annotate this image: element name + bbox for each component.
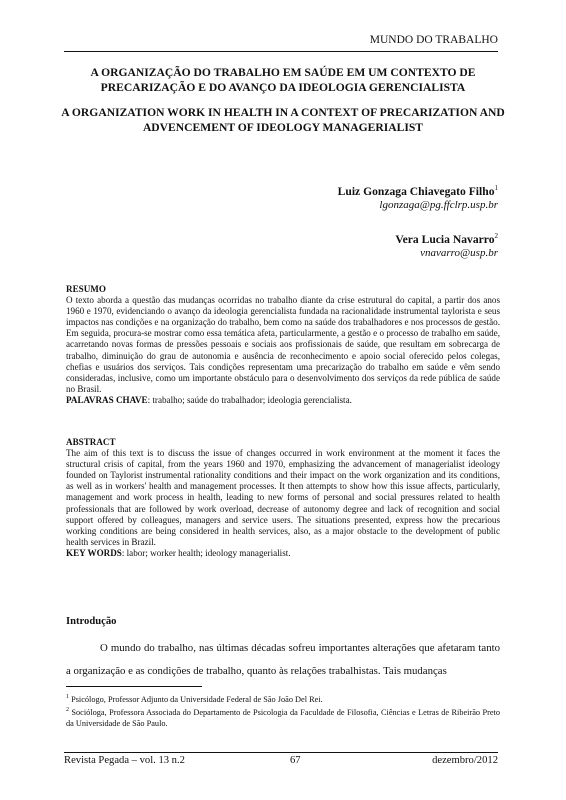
keywords-text: : trabalho; saúde do trabalhador; ideologia gerencialista.	[147, 394, 352, 405]
footnote-rule	[66, 686, 202, 687]
resumo-section	[66, 284, 500, 406]
footer-rule	[64, 752, 498, 753]
footnotes	[66, 692, 500, 729]
abstract-text: The aim of this text is to discuss the issue of changes occurred in work environment at the moment it faces the structural crisis of capital, from the years 1960 and 1970, emphasizing the advancement of managerialist ideology founded on Taylorist instrumental rationality conditions and their impact on the work organization and its conditions, as well as in workers' health and management processes. It then attempts to show how this issue affects, particularly, management and work process in health, leading to new forms of personal and social pressures related to health professionals that are followed by work overload, decrease of autonomy degree and lack of recognition and social support offered by colleagues, managers and service users. The situations presented, express how the precarious working conditions are being considered in health services, also, as a major obstacle to the development of public health services in Brazil.	[66, 448, 500, 547]
intro-paragraph: O mundo do trabalho, nas últimas décadas sofreu importantes alterações que afetaram tanto a organização e as condições de trabalho, quanto às relações trabalhistas. Tais mudanças	[66, 642, 500, 677]
title-english: A ORGANIZATION WORK IN HEALTH IN A CONTEXT OF PRECARIZATION AND ADVENCEMENT OF IDEOLOGY MANAGERIALIST	[61, 106, 505, 134]
abstract-heading: ABSTRACT	[66, 437, 116, 447]
resumo-heading: RESUMO	[66, 284, 106, 294]
footnote-mark[interactable]: 1	[494, 184, 498, 192]
footnote-text: Socióloga, Professora Associada do Departamento de Psicologia da Faculdade de Filosofia, Ciências e Letras de Ribeirão Preto da Universidade de São Paulo.	[66, 708, 500, 728]
title-portuguese: A ORGANIZAÇÃO DO TRABALHO EM SAÚDE EM UM CONTEXTO DE PRECARIZAÇÃO E DO AVANÇO DA IDEOLOGIA GERENCIALISTA	[90, 66, 476, 94]
keywords-label: KEY WORDS	[66, 547, 122, 558]
author-1	[338, 184, 498, 211]
author-name	[338, 184, 498, 198]
footnote-text: Psicólogo, Professor Adjunto da Universidade Federal de São João Del Rei.	[69, 694, 323, 704]
footnote-mark[interactable]: 2	[494, 232, 498, 240]
footnote-number: 1	[66, 694, 69, 700]
author-name	[395, 232, 498, 246]
page-footer	[64, 755, 498, 766]
keywords-label: PALAVRAS CHAVE	[66, 394, 148, 405]
author-2	[395, 232, 498, 259]
palavras-chave	[66, 395, 500, 406]
footnote-number: 2	[66, 707, 69, 714]
journal-info: Revista Pegada – vol. 13 n.2	[64, 755, 185, 766]
intro-heading: Introdução	[66, 616, 117, 627]
author-email[interactable]: vnavarro@usp.br	[420, 246, 498, 259]
footnote-2	[66, 705, 500, 729]
issue-date: dezembro/2012	[432, 755, 498, 766]
footnote-1	[66, 692, 500, 705]
author-name-text: Luiz Gonzaga Chiavegato Filho	[337, 184, 495, 198]
author-name-text: Vera Lucia Navarro	[395, 232, 495, 246]
page-number: 67	[290, 755, 301, 766]
running-header: MUNDO DO TRABALHO	[369, 34, 498, 46]
key-words	[66, 548, 500, 559]
header-rule	[64, 51, 498, 52]
keywords-text: : labor; worker health; ideology managerialist.	[121, 547, 291, 558]
author-email[interactable]: lgonzaga@pg.ffclrp.usp.br	[379, 198, 498, 211]
abstract-section	[66, 437, 500, 559]
title-block	[60, 66, 506, 135]
resumo-text: O texto aborda a questão das mudanças ocorridas no trabalho diante da crise estrutural do capital, a partir dos anos 1960 e 1970, evidenciando o avanço da ideologia gerencialista fundada na racionalidade instrumental taylorista e seus impactos nas condições e na organização do trabalho, bem como na saúde dos trabalhadores e nos processos de gestão. Em seguida, procura-se mostrar como essa temática afeta, particularmente, a gestão e o processo de trabalho em saúde, acarretando novas formas de pressões pessoais e sociais aos profissionais de saúde, que resultam em sobrecarga de trabalho, diminuição do grau de autonomia e ausência de reconhecimento e apoio social oferecido pelos colegas, chefias e usuários dos serviços. Tais condições representam uma precarização do trabalho em saúde e vêm sendo consideradas, inclusive, como um importante obstáculo para o desenvolvimento dos serviços da rede pública de saúde no Brasil.	[66, 295, 500, 394]
